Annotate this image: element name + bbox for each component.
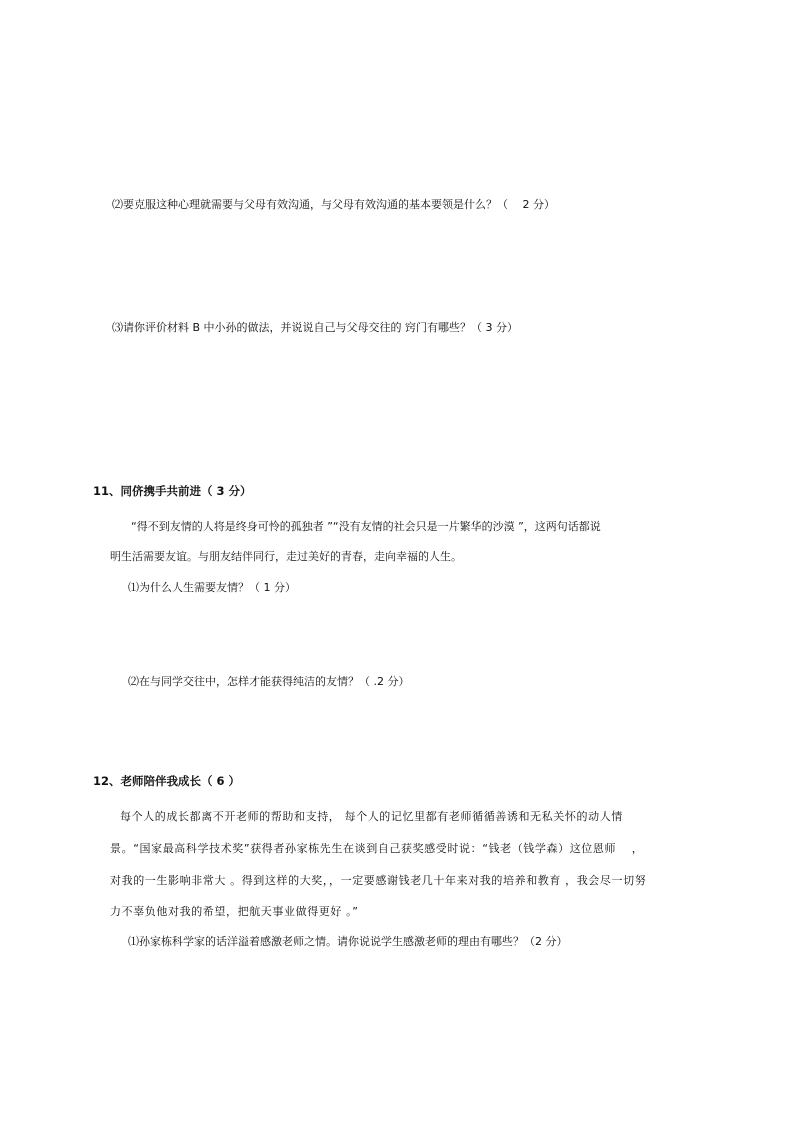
question-10-2: ⑵要克服这种心理就需要与父母有效沟通，与父母有效沟通的基本要领是什么？（ 2 分） [112,198,555,211]
section-12-passage-line-2: 景。“国家最高科学技术奖”获得者孙家栋先生在谈到自己获奖感受时说：“钱老（钱学森）这位恩师 ， [110,842,644,855]
section-12-passage-line-4: 力不辜负他对我的希望，把航天事业做得更好 。” [110,905,359,918]
question-12-1: ⑴孙家栋科学家的话洋溢着感激老师之情。请你说说学生感激老师的理由有哪些？（2 分） [128,935,568,948]
question-10-3: ⑶请你评价材料 B 中小孙的做法，并说说自己与父母交往的 窍门有哪些？（ 3 分） [112,321,519,334]
section-12-passage-line-3: 对我的一生影响非常大 。得到这样的大奖，，一定要感谢钱老几十年来对我的培养和教育 ，我会尽一切努 [110,874,647,887]
section-11-passage-line-1: “得不到友情的人将是终身可怜的孤独者 ”“没有友情的社会只是一片繁华的沙漠 ”，这两句话都说 [131,520,601,533]
section-12-heading: 12、老师陪伴我成长（ 6 ） [93,774,241,788]
question-11-1: ⑴为什么人生需要友情？（ 1 分） [128,581,296,594]
section-11-passage-line-2: 明生活需要友谊。与朋友结伴同行，走过美好的青春，走向幸福的人生。 [110,550,462,563]
question-11-2: ⑵在与同学交往中，怎样才能获得纯洁的友情？（ .2 分） [128,675,410,688]
section-12-passage-line-1: 每个人的成长都离不开老师的帮助和支持， 每个人的记忆里都有老师循循善诱和无私关怀的动人情 [120,810,623,823]
section-11-heading: 11、同侪携手共前进（ 3 分） [93,484,252,498]
